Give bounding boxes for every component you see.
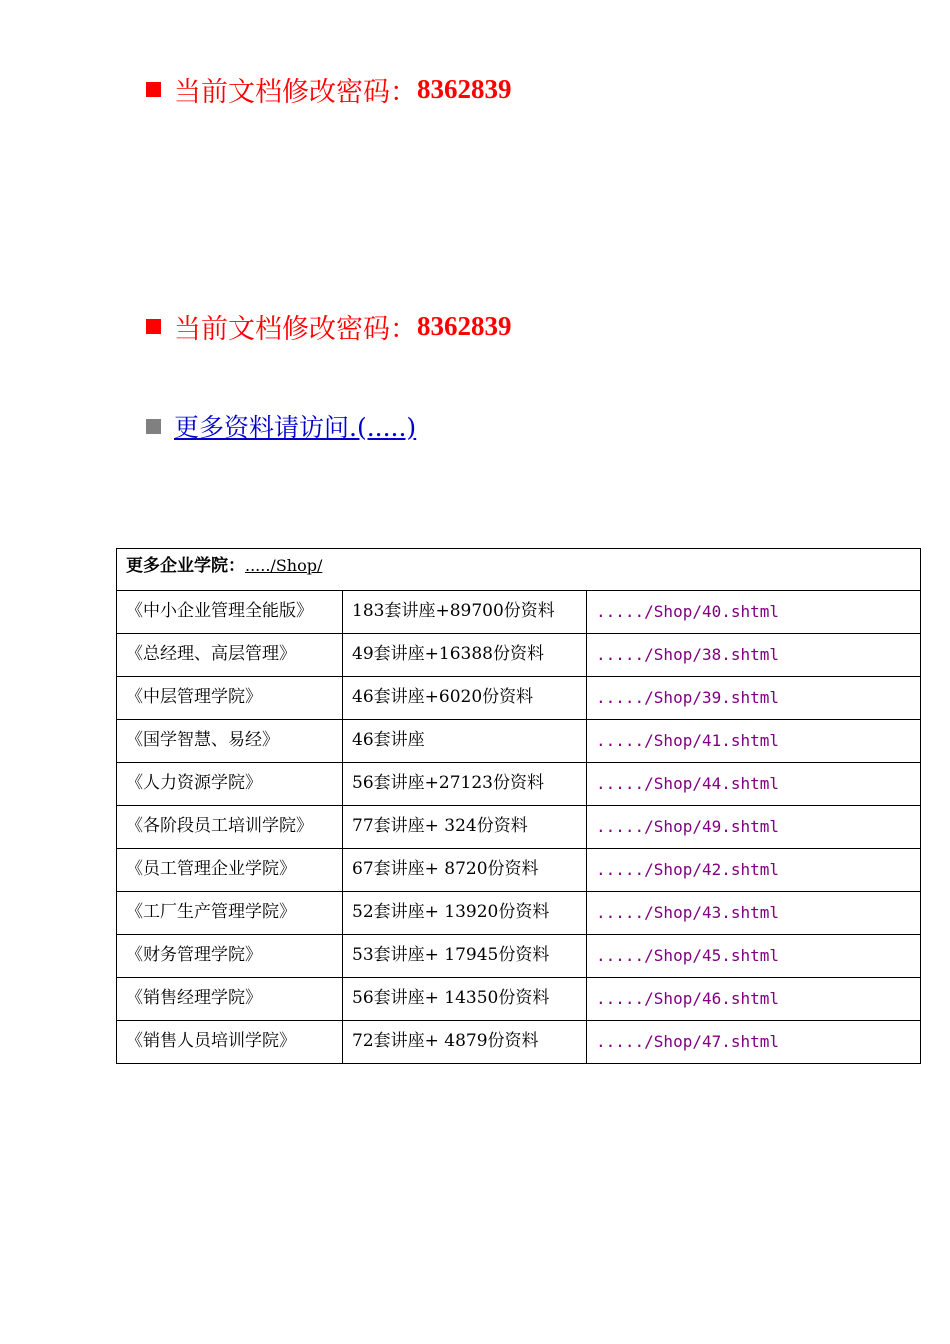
course-url-cell [587,763,921,806]
course-url-cell [587,634,921,677]
table-row [117,634,921,677]
course-name: 《工厂生产管理学院》 [117,892,343,935]
header-url-link[interactable]: ...../Shop/ [245,556,323,575]
course-url-link[interactable]: ...../Shop/39.shtml [596,688,780,707]
table-row [117,720,921,763]
password-notice-1 [146,70,512,109]
table-row [117,892,921,935]
course-name: 《销售人员培训学院》 [117,1021,343,1064]
table-row [117,806,921,849]
course-description: 56套讲座+ 14350份资料 [343,978,587,1021]
course-name: 《人力资源学院》 [117,763,343,806]
course-url-cell [587,720,921,763]
password-notice-2 [146,307,512,346]
header-label: 更多企业学院： [126,556,245,576]
course-url-cell [587,978,921,1021]
shop-table [116,548,921,1064]
table-row [117,849,921,892]
course-url-cell [587,935,921,978]
password-label: 当前文档修改密码： [174,77,417,108]
course-name: 《中层管理学院》 [117,677,343,720]
course-name: 《销售经理学院》 [117,978,343,1021]
square-bullet-icon [146,82,161,97]
course-url-link[interactable]: ...../Shop/49.shtml [596,817,780,836]
course-name: 《中小企业管理全能版》 [117,591,343,634]
password-label: 当前文档修改密码： [174,314,417,345]
square-bullet-icon [146,419,161,434]
more-info-link[interactable]: 更多资料请访问.(.....) [174,413,417,442]
table-row [117,1021,921,1064]
course-url-link[interactable]: ...../Shop/46.shtml [596,989,780,1008]
square-bullet-icon [146,319,161,334]
course-name: 《国学智慧、易经》 [117,720,343,763]
course-url-link[interactable]: ...../Shop/42.shtml [596,860,780,879]
course-url-cell [587,591,921,634]
course-url-cell [587,892,921,935]
course-description: 67套讲座+ 8720份资料 [343,849,587,892]
table-row [117,591,921,634]
course-description: 46套讲座 [343,720,587,763]
table-row [117,763,921,806]
password-code: 8362839 [417,311,512,341]
course-url-link[interactable]: ...../Shop/45.shtml [596,946,780,965]
course-description: 56套讲座+27123份资料 [343,763,587,806]
course-url-link[interactable]: ...../Shop/40.shtml [596,602,780,621]
table-header-cell [117,549,921,591]
course-description: 77套讲座+ 324份资料 [343,806,587,849]
course-url-link[interactable]: ...../Shop/47.shtml [596,1032,780,1051]
course-url-cell [587,849,921,892]
table-row [117,677,921,720]
course-name: 《总经理、高层管理》 [117,634,343,677]
course-description: 46套讲座+6020份资料 [343,677,587,720]
course-name: 《员工管理企业学院》 [117,849,343,892]
course-url-link[interactable]: ...../Shop/44.shtml [596,774,780,793]
course-description: 72套讲座+ 4879份资料 [343,1021,587,1064]
course-url-cell [587,677,921,720]
table-header-row [117,549,921,591]
password-code: 8362839 [417,74,512,104]
course-name: 《各阶段员工培训学院》 [117,806,343,849]
course-url-cell [587,806,921,849]
course-description: 183套讲座+89700份资料 [343,591,587,634]
table-row [117,978,921,1021]
more-info-line [146,408,416,444]
course-url-link[interactable]: ...../Shop/41.shtml [596,731,780,750]
table-row [117,935,921,978]
course-description: 52套讲座+ 13920份资料 [343,892,587,935]
course-url-cell [587,1021,921,1064]
course-name: 《财务管理学院》 [117,935,343,978]
course-url-link[interactable]: ...../Shop/43.shtml [596,903,780,922]
course-url-link[interactable]: ...../Shop/38.shtml [596,645,780,664]
course-description: 53套讲座+ 17945份资料 [343,935,587,978]
course-description: 49套讲座+16388份资料 [343,634,587,677]
